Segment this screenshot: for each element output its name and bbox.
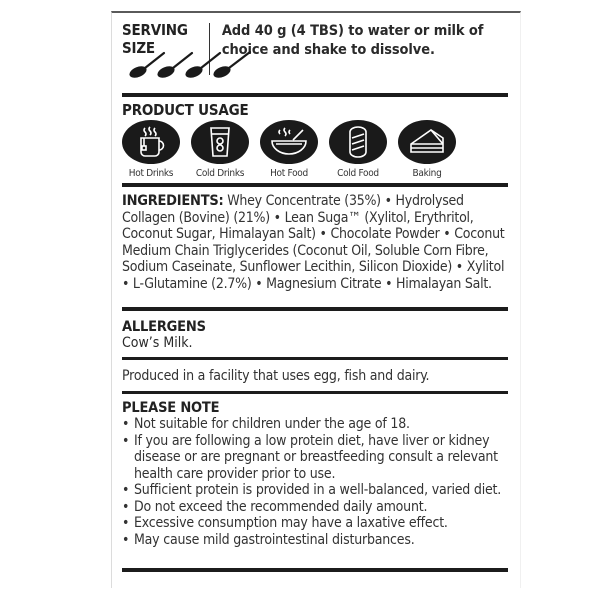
serving-size-section (122, 12, 508, 93)
ingredients-heading: INGREDIENTS: (122, 193, 224, 209)
usage-item-hot-food (260, 120, 329, 179)
product-usage-section (122, 97, 508, 183)
allergens-text: Cow’s Milk. (122, 335, 193, 351)
ingredients-section (122, 187, 508, 307)
note-item: • Not suitable for children under the age of 18. (122, 416, 508, 433)
allergens-heading: ALLERGENS (122, 319, 206, 335)
cake-slice-icon (398, 120, 456, 164)
note-item: • Excessive consumption may have a laxative effect. (122, 515, 508, 532)
usage-item-hot-drinks (122, 120, 191, 179)
usage-label: Hot Food (270, 168, 308, 179)
facility-text: Produced in a facility that uses egg, fish and dairy. (122, 367, 430, 384)
serving-size-left (122, 21, 209, 93)
note-item: • May cause mild gastrointestinal disturbances. (122, 532, 508, 549)
hot-food-bowl-icon (260, 120, 318, 164)
usage-item-cold-food (329, 120, 398, 179)
facility-statement (122, 360, 508, 391)
bottom-divider (122, 568, 508, 572)
usage-label: Baking (412, 168, 442, 179)
usage-label: Cold Drinks (195, 168, 245, 179)
cold-drink-glass-icon (191, 120, 249, 164)
tablespoon-icon (126, 45, 256, 79)
note-item: • Sufficient protein is provided in a well-balanced, varied diet. (122, 482, 508, 499)
please-note-section (122, 394, 508, 568)
product-usage-heading: PRODUCT USAGE (122, 101, 249, 119)
usage-label: Hot Drinks (128, 168, 174, 179)
usage-item-baking (398, 120, 467, 179)
serving-instruction: Add 40 g (4 TBS) to water or milk of choice and shake to dissolve. (221, 23, 484, 58)
serving-size-heading: SERVING SIZE (122, 21, 188, 57)
ingredients-text: Whey Concentrate (35%) • Hydrolysed Collagen (Bovine) (21%) • Lean Suga™ (Xylitol, Erythritol, Coconut Sugar, Himalayan Salt) • Chocolate Powder • Coconut Medium Chain Triglycerides (Coconut Oil, Soluble Corn Fibre, Sodium Caseinate, Sunflower Lecithin, Silicon Dioxide) • Xylitol • L-Glutamine (2.7%) • Magnesium Citrate • Himalayan Salt. (122, 193, 505, 292)
hot-drink-mug-icon (122, 120, 180, 164)
usage-icon-row (122, 120, 508, 179)
please-note-heading: PLEASE NOTE (122, 400, 220, 416)
usage-label: Cold Food (337, 168, 379, 179)
note-item: • Do not exceed the recommended daily amount. (122, 499, 508, 516)
usage-item-cold-drinks (191, 120, 260, 179)
nutrition-label (122, 12, 508, 572)
note-item: • If you are following a low protein diet, have liver or kidney disease or are pregnant or breastfeeding consult a relevant health care provider prior to use. (122, 433, 508, 483)
please-note-list (122, 416, 508, 548)
cold-food-wrap-icon (329, 120, 387, 164)
allergens-section (122, 311, 508, 357)
